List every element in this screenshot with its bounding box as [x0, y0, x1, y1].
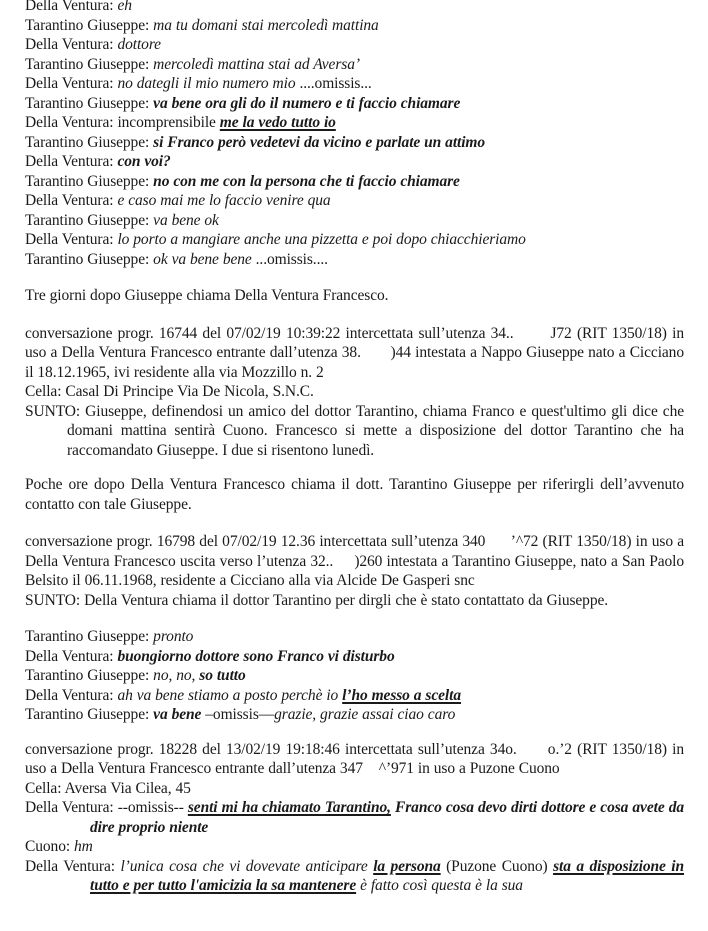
speaker-prefix: Tarantino Giuseppe:: [25, 628, 154, 645]
text-run: senti mi ha chiamato Tarantino,: [187, 799, 391, 816]
text-run: so tutto: [199, 667, 246, 684]
conversation-header: [25, 740, 684, 779]
text-run: Della Ventura: incomprensibile: [25, 114, 220, 131]
text-run: conversazione progr. 16744 del 07/02/19 10:39:22 intercettata sull’utenza 34.. J72 (RIT 1350/18) in uso a Della Ventura Francesco entrante dall’utenza 38. )44 intestata a Nappo Giuseppe nato a Cicciano il 18.12.1965, ivi residente alla via Mozzillo n. 2: [25, 324, 684, 381]
dialogue-line: [25, 705, 684, 725]
text-run: ....omissis...: [299, 75, 372, 92]
text-run: sta a disposizione in tutto e per tutto l'amicizia la sa mantenere: [90, 857, 685, 894]
speaker-prefix: Tarantino Giuseppe:: [25, 667, 154, 684]
text-run: –omissis—: [205, 706, 275, 723]
speaker-prefix: Della Ventura:: [25, 75, 118, 92]
conversation-header: [25, 532, 684, 591]
text-run: conversazione progr. 18228 del 13/02/19 19:18:46 intercettata sull’utenza 34o. o.’2 (RIT 1350/18) in uso a Della Ventura Francesco entrante dall’utenza 347 ^’971 in uso a Puzone Cuono: [25, 740, 684, 777]
dialogue-second: [25, 627, 684, 725]
text-run: SUNTO: Giuseppe, definendosi un amico del dottor Tarantino, chiama Franco e quest'ultimo gli dice che domani mattina sentirà Cuono. Francesco si mette a disposizione del dottor Tarantino che ha raccomandato Giuseppe. I due si risentono lunedì.: [25, 402, 684, 459]
speaker-prefix: Tarantino Giuseppe:: [25, 133, 154, 151]
conversation-16798: [25, 532, 684, 610]
dialogue-line: [25, 250, 684, 270]
speaker-prefix: Della Ventura:: [25, 153, 118, 170]
text-run: Poche ore dopo Della Ventura Francesco chiama il dott. Tarantino Giuseppe per riferirgli dell’avvenuto contatto con tale Giuseppe.: [25, 476, 684, 513]
text-run: ah va bene stiamo a posto perchè io: [117, 686, 343, 704]
text-run: ...omissis....: [255, 250, 328, 268]
dialogue-line: [25, 0, 684, 16]
dialogue-line: [25, 55, 684, 75]
dialogue-line: [25, 94, 684, 114]
text-run: mercoledì mattina stai ad Aversa’: [153, 55, 360, 73]
cella-line: [25, 779, 684, 799]
dialogue-line: [25, 74, 684, 94]
speaker-prefix: Tarantino Giuseppe:: [25, 16, 154, 34]
speaker-prefix: Tarantino Giuseppe:: [25, 94, 154, 112]
text-run: e caso mai me lo faccio venire qua: [117, 192, 331, 209]
speaker-prefix: Cuono:: [25, 838, 75, 855]
sunto-paragraph: [25, 402, 684, 461]
text-run: l’unica cosa che vi dovevate anticipare: [120, 857, 374, 875]
text-run: Della Ventura: --omissis--: [25, 799, 188, 816]
dialogue-line: [25, 35, 684, 55]
narrative-poche-ore: [25, 475, 684, 514]
narrative-paragraph: [25, 286, 684, 306]
text-run: (Puzone Cuono): [440, 857, 554, 875]
speaker-prefix: Della Ventura:: [25, 647, 118, 665]
text-run: buongiorno dottore sono Franco vi disturbo: [117, 647, 395, 665]
dialogue-line: [25, 798, 684, 837]
text-run: no con me con la persona che ti faccio chiamare: [153, 172, 460, 190]
text-run: pronto: [153, 628, 194, 645]
sunto-paragraph: [25, 591, 684, 611]
text-run: Cella: Casal Di Principe Via De Nicola, S.N.C.: [25, 383, 314, 400]
narrative-tre-giorni: [25, 286, 684, 306]
text-run: hm: [74, 838, 93, 855]
dialogue-line: [25, 666, 684, 686]
text-run: grazie, grazie assai ciao caro: [274, 706, 456, 723]
dialogue-line: [25, 172, 684, 192]
speaker-prefix: Tarantino Giuseppe:: [25, 211, 154, 229]
dialogue-line: [25, 113, 684, 133]
text-run: ma tu domani stai mercoledì mattina: [153, 16, 379, 34]
dialogue-line: [25, 152, 684, 172]
speaker-prefix: Tarantino Giuseppe:: [25, 172, 154, 190]
dialogue-line: [25, 16, 684, 36]
dialogue-line: [25, 837, 684, 857]
speaker-prefix: Della Ventura:: [25, 192, 118, 209]
text-run: lo porto a mangiare anche una pizzetta e poi dopo chiacchieriamo: [117, 231, 526, 248]
speaker-prefix: Della Ventura:: [25, 231, 118, 248]
text-run: va bene: [153, 706, 206, 723]
dialogue-line: [25, 857, 684, 896]
speaker-prefix: Della Ventura:: [25, 857, 121, 875]
speaker-prefix: Della Ventura:: [25, 0, 118, 14]
text-run: eh: [117, 0, 132, 14]
cella-line: [25, 382, 684, 402]
text-run: conversazione progr. 16798 del 07/02/19 12.36 intercettata sull’utenza 340 ’^72 (RIT 1350/18) in uso a Della Ventura Francesco uscita verso l’utenza 32.. )260 intestata a Tarantino Giuseppe, nato a San Paolo Belsito il 06.11.1968, residente a Cicciano alla via Alcide De Gasperi snc: [25, 533, 684, 589]
text-run: è fatto così questa è la sua: [356, 877, 523, 894]
text-run: Cella: Aversa Via Cilea, 45: [25, 779, 191, 797]
conversation-16744: [25, 324, 684, 461]
dialogue-line: [25, 211, 684, 231]
conversation-18228: [25, 740, 684, 896]
narrative-paragraph: [25, 475, 684, 514]
text-run: va bene ok: [153, 211, 219, 229]
text-run: va bene ora gli do il numero e ti faccio chiamare: [153, 94, 461, 112]
text-run: l’ho messo a scelta: [342, 686, 461, 704]
dialogue-line: [25, 647, 684, 667]
text-run: me la vedo tutto io: [219, 114, 336, 131]
dialogue-line: [25, 133, 684, 153]
speaker-prefix: Della Ventura:: [25, 686, 118, 704]
text-run: no dategli il mio numero mio: [117, 75, 300, 92]
text-run: si Franco però vedetevi da vicino e parlate un attimo: [153, 133, 486, 151]
text-run: SUNTO: Della Ventura chiama il dottor Tarantino per dirgli che è stato contattato da Giuseppe.: [25, 591, 609, 609]
text-run: Franco cosa devo dirti dottore e cosa avete da dire proprio niente: [90, 799, 684, 836]
conversation-header: [25, 324, 684, 383]
dialogue-line: [25, 627, 684, 647]
text-run: la persona: [373, 857, 441, 875]
speaker-prefix: Tarantino Giuseppe:: [25, 55, 154, 73]
text-run: dottore: [117, 36, 161, 53]
speaker-prefix: Tarantino Giuseppe:: [25, 250, 154, 268]
speaker-prefix: Tarantino Giuseppe:: [25, 706, 154, 723]
dialogue-line: [25, 191, 684, 211]
text-run: Tre giorni dopo Giuseppe chiama Della Ventura Francesco.: [25, 287, 389, 304]
text-run: ok va bene bene: [153, 250, 256, 268]
dialogue-line: [25, 230, 684, 250]
dialogue-line: [25, 686, 684, 706]
dialogue-opening: [25, 0, 684, 269]
speaker-prefix: Della Ventura:: [25, 36, 118, 53]
text-run: no, no,: [153, 667, 200, 684]
text-run: con voi?: [117, 153, 171, 170]
